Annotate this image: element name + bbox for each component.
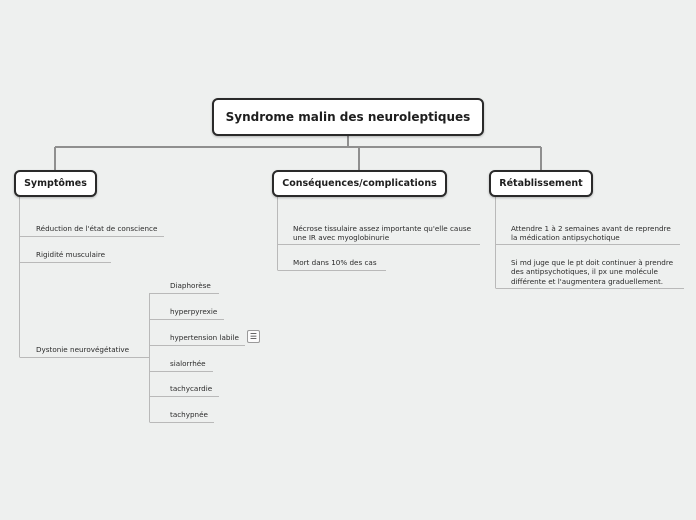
text-line: Attendre 1 à 2 semaines avant de reprendre <box>511 224 671 233</box>
subtopic-necrose[interactable] <box>293 224 471 243</box>
subtopic-reduction-conscience[interactable]: Réduction de l'état de conscience <box>36 224 158 233</box>
root-topic-label: Syndrome malin des neuroleptiques <box>225 110 471 124</box>
subtopic-hypertension-labile[interactable]: hypertension labile <box>170 333 239 342</box>
topic-consequences[interactable] <box>272 170 447 197</box>
subtopic-rigidite-musculaire[interactable]: Rigidité musculaire <box>36 250 106 259</box>
text-line: Nécrose tissulaire assez importante qu'elle cause <box>293 224 472 233</box>
root-topic[interactable] <box>212 98 484 136</box>
notes-icon[interactable]: ☰ <box>247 330 260 343</box>
subtopic-diaphorese[interactable]: Diaphorèse <box>170 281 211 290</box>
subtopic-mort[interactable] <box>293 258 377 267</box>
subtopic-tachypnee[interactable]: tachypnée <box>170 410 208 419</box>
topic-retablissement[interactable] <box>489 170 593 197</box>
subtopic-tachycardie[interactable]: tachycardie <box>170 384 213 393</box>
text-line: différente et l'augmentera graduellement. <box>511 276 664 286</box>
topic-label: Rétablissement <box>499 178 583 189</box>
subtopic-hyperpyrexie[interactable]: hyperpyrexie <box>170 307 218 316</box>
subtopic-continuer[interactable] <box>511 258 673 286</box>
text-line: Si md juge que le pt doit continuer à prendre <box>511 258 674 267</box>
text-line: une IR avec myoglobinurie <box>293 233 390 243</box>
text-line: Mort dans 10% des cas <box>293 258 377 267</box>
subtopic-dystonie[interactable]: Dystonie neurovégétative <box>36 345 130 354</box>
text-line: la médication antipsychotique <box>511 233 620 243</box>
topic-label: Symptômes <box>24 178 87 189</box>
subtopic-attendre[interactable] <box>511 224 671 243</box>
topic-label: Conséquences/complications <box>282 178 437 189</box>
text-line: des antipsychotiques, il px une molécule <box>511 267 658 277</box>
subtopic-sialorrhee[interactable]: sialorrhée <box>170 359 206 368</box>
topic-symptomes[interactable] <box>14 170 97 197</box>
